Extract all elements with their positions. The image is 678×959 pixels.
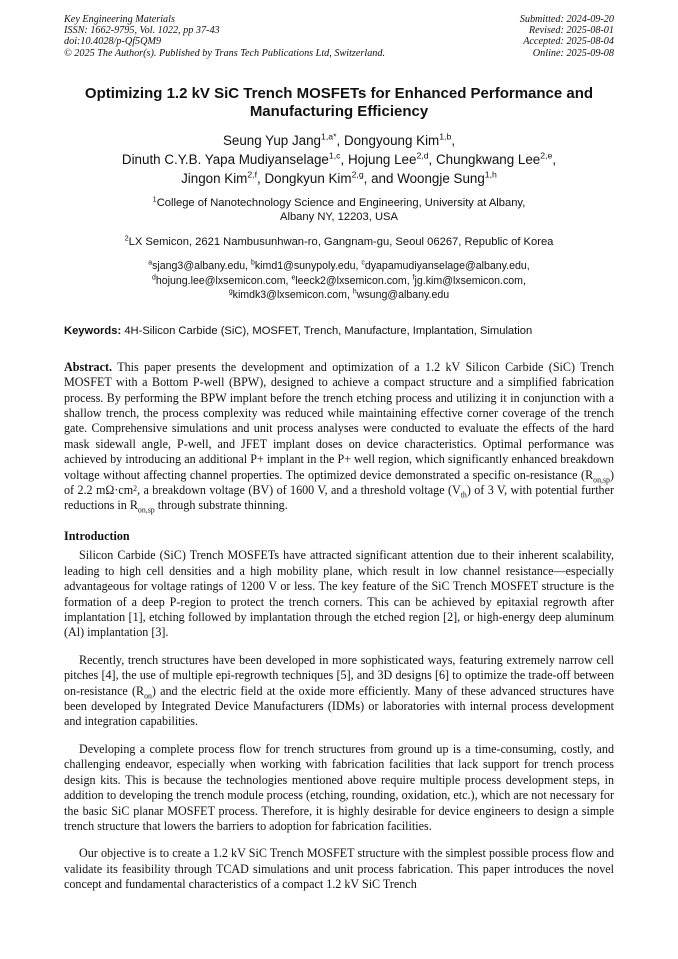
journal-info xyxy=(64,14,385,59)
author-separator: , xyxy=(552,151,557,167)
title-line-1: Optimizing 1.2 kV SiC Trench MOSFETs for Enhanced Performance and xyxy=(84,84,594,102)
introduction-body xyxy=(64,548,614,892)
author-separator: , xyxy=(451,132,456,148)
author-name: Hojung Lee xyxy=(347,151,417,167)
author-affil-mark: 1,b xyxy=(439,131,452,142)
author-separator: , xyxy=(336,132,344,148)
affiliation-mark: 1 xyxy=(152,194,157,204)
paper-title xyxy=(64,85,614,121)
email-link[interactable]: jg.kim@lxsemicon.com, xyxy=(414,274,526,287)
email-link[interactable]: wsung@albany.edu xyxy=(356,289,450,302)
author-name: Chungkwang Lee xyxy=(436,151,541,167)
paper-page xyxy=(64,14,614,905)
affiliation-1 xyxy=(64,196,614,225)
author-separator: , xyxy=(340,151,348,167)
author-name: Woongje Sung xyxy=(397,170,485,186)
author-affil-mark: 2,g xyxy=(351,169,364,180)
email-link[interactable]: sjang3@albany.edu, xyxy=(152,260,252,273)
abstract-subscript: on,sp xyxy=(137,505,155,515)
paragraph xyxy=(64,653,614,730)
revised-date: Revised: 2025-08-01 xyxy=(528,25,614,37)
author-list xyxy=(64,131,614,188)
email-link[interactable]: kimd1@sunypoly.edu, xyxy=(254,260,362,273)
abstract-text: ) of 3 V, with potential further reductions in R xyxy=(64,483,614,513)
email-mark: h xyxy=(352,288,357,296)
abstract xyxy=(64,360,614,514)
author-affil-mark: 1,a* xyxy=(320,131,337,142)
section-heading-introduction: Introduction xyxy=(64,528,130,543)
author-name: Dongyoung Kim xyxy=(343,132,440,148)
paragraph: Developing a complete process flow for trench structures from ground up is a time-consuming, costly, and challenging endeavor, especially when working with fabrication facilities that lack support for trench process design kits. This is because the technologies mentioned above require multiple process development steps, in addition to developing the trench module process (etching, rounding, oxidation, etc.), which are not necessary for the basic SiC planar MOSFET process. Therefore, it is highly desirable for device engineers to design a simple trench structure that lowers the barriers to adoption for fabrication facilities. xyxy=(64,741,614,833)
doi-line[interactable]: doi:10.4028/p-Qf5QM9 xyxy=(64,36,162,48)
email-mark: e xyxy=(291,274,296,282)
journal-header xyxy=(64,14,614,59)
author-line-3 xyxy=(64,169,614,188)
submitted-date: Submitted: 2024-09-20 xyxy=(519,14,614,25)
email-mark: g xyxy=(228,288,233,296)
email-mark: c xyxy=(361,259,365,267)
paragraph-text: Recently, trench structures have been developed in more sophisticated ways, featuring extremely narrow cell pitches [4], the use of multiple epi-regrowth techniques [5], and 3D designs [6] to optimize the trade-off between on-resistance (R xyxy=(64,652,614,698)
email-link[interactable]: dyapamudiyanselage@albany.edu, xyxy=(364,260,530,273)
author-separator: , xyxy=(257,170,265,186)
keywords-label: Keywords: xyxy=(64,324,122,337)
accepted-date: Accepted: 2025-08-04 xyxy=(523,36,614,48)
paragraph: Our objective is to create a 1.2 kV SiC Trench MOSFET structure with the simplest possible process flow and validate its feasibility through TCAD simulations and unit process fabrication. This paper introduces the novel concept and fundamental characteristics of a compact 1.2 kV SiC Trench xyxy=(64,846,614,892)
abstract-label: Abstract. xyxy=(64,359,113,374)
author-affil-mark: 2,d xyxy=(416,150,429,161)
abstract-text: This paper presents the development and optimization of a 1.2 kV Silicon Carbide (SiC) Trench MOSFET with a Bottom P-well (BPW), designed to achieve a compact structure and a simplified fabrication process. By performing the BPW implant before the trench etching process and utilizing it in conjunction with a shallow trench, the process complexity was reduced while maintaining effective corner coverage of the trench gate. Comprehensive simulations and unit process analyses were conducted to evaluate the effects of the hard mask sidewall angle, P-well, and JFET implant doses on device characteristics. Optimal performance was achieved by introducing an additional P+ implant in the P+ well region, which significantly enhanced breakdown voltage without affecting channel properties. The optimized device demonstrated a specific on-resistance (R xyxy=(64,359,614,482)
author-affil-mark: 1,c xyxy=(328,150,341,161)
abstract-subscript: on,sp xyxy=(593,475,610,485)
author-name: Dinuth C.Y.B. Yapa Mudiyanselage xyxy=(121,151,329,167)
affiliation-text: Albany NY, 12203, USA xyxy=(280,211,398,224)
affiliation-text: College of Nanotechnology Science and Engineering, University at Albany, xyxy=(156,196,526,209)
author-affil-mark: 2,e xyxy=(540,150,553,161)
abstract-text: through substrate thinning. xyxy=(154,498,288,513)
author-affil-mark: 2,f xyxy=(247,169,258,180)
email-link[interactable]: kimdk3@lxsemicon.com, xyxy=(232,289,353,302)
author-name: Dongkyun Kim xyxy=(264,170,352,186)
author-line-1 xyxy=(64,131,614,150)
paragraph-text: ) and the electric field at the oxide more efficiently. Many of these advanced structures have been developed by Integrated Device Manufacturers (IDMs) or laboratories with internal process development and integration capabilities. xyxy=(64,683,614,729)
email-link[interactable]: leeck2@lxsemicon.com, xyxy=(295,274,413,287)
author-separator: , xyxy=(428,151,436,167)
abstract-text: ) of 2.2 mΩ·cm xyxy=(64,467,614,498)
author-line-2 xyxy=(64,150,614,169)
email-mark: f xyxy=(412,274,415,282)
author-affil-mark: 1,h xyxy=(484,169,497,180)
email-mark: b xyxy=(251,259,255,267)
online-date: Online: 2025-09-08 xyxy=(532,47,614,59)
abstract-text: , a breakdown voltage (BV) of 1600 V, and a threshold voltage (V xyxy=(137,483,461,498)
abstract-superscript: 2 xyxy=(133,483,138,493)
email-mark: d xyxy=(152,274,156,282)
paragraph: Silicon Carbide (SiC) Trench MOSFETs have attracted significant attention due to their inherent scalability, leading to high cell densities and a high mobility plane, which result in low channel resistance—especially advantageous for voltage ratings of 1200 V or less. The key feature of the SiC Trench MOSFET structure is the formation of a deep P-region to protect the trench corners. This can be achieved by epitaxial regrowth after implantation [1], etching followed by implantation through the etched region [2], or high-energy deep aluminum (Al) implantation [3]. xyxy=(64,548,614,640)
affiliation-text: LX Semicon, 2621 Nambusunhwan-ro, Gangnam-gu, Seoul 06267, Republic of Korea xyxy=(128,235,554,248)
keywords xyxy=(64,324,614,338)
issn-line: ISSN: 1662-9795, Vol. 1022, pp 37-43 xyxy=(64,25,220,37)
affiliation-mark: 2 xyxy=(124,232,129,242)
paragraph-subscript: on xyxy=(144,691,152,701)
email-mark: a xyxy=(148,259,153,267)
title-line-2: Manufacturing Efficiency xyxy=(249,102,429,120)
copyright-line: © 2025 The Author(s). Published by Trans Tech Publications Ltd, Switzerland. xyxy=(64,47,386,59)
author-separator: , and xyxy=(363,170,398,186)
publication-dates xyxy=(520,14,614,59)
abstract-subscript: th xyxy=(460,490,467,500)
author-name: Seung Yup Jang xyxy=(222,132,321,148)
affiliation-2 xyxy=(64,232,614,249)
author-emails xyxy=(64,259,614,303)
journal-name: Key Engineering Materials xyxy=(64,14,175,25)
keywords-text: 4H-Silicon Carbide (SiC), MOSFET, Trench, Manufacture, Implantation, Simulation xyxy=(124,324,533,337)
email-link[interactable]: hojung.lee@lxsemicon.com, xyxy=(155,274,292,287)
author-name: Jingon Kim xyxy=(181,170,248,186)
